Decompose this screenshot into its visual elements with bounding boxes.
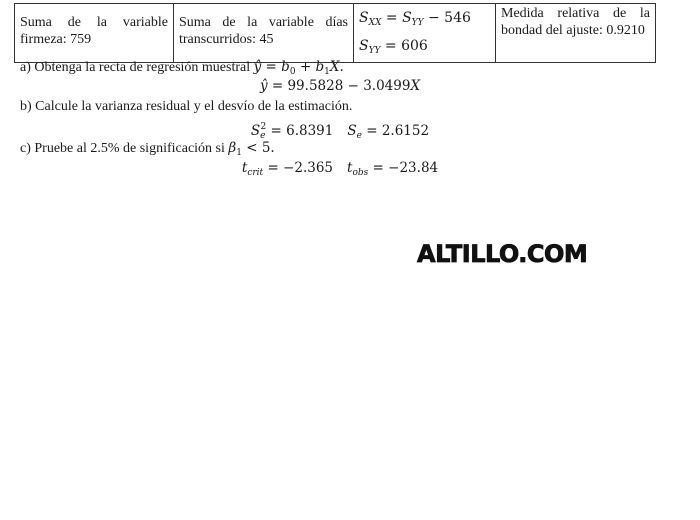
question-a-text: a) Obtenga la recta de regresión muestral [20,60,251,75]
regression-model-formula: ŷ = $b_0 + b_1X$. [253,59,344,77]
sum-dias-cell: Suma de la variable días transcurridos: 45 [174,4,354,63]
sum-firmeza-cell: Suma de la variable firmeza: 759 [15,4,174,63]
answer-c [0,159,680,182]
altillo-watermark: ALTILLO.COM [417,240,588,268]
answer-a [0,77,680,96]
std-error-answer: $S_e = 2.6152$ [347,123,430,141]
goodness-of-fit-cell: Medida relativa de la bondad del ajuste: 0.9210 [496,4,656,63]
t-critical-answer: $t_{crit} = -2.365$ [241,160,334,178]
regression-line-answer: ŷ = 99.5828 − 3.0499X [259,78,421,94]
sxx-equation: $S_{XX} = S_{YY} - 546$ [359,10,471,28]
t-observed-answer: $t_{obs} = -23.84$ [347,160,439,178]
question-b: b) Calcule la varianza residual y el desvío de la estimación. [20,99,353,114]
residual-variance-answer: $S_e^2 = 6.8391$ [250,122,334,141]
question-c-text: c) Pruebe al 2.5% de significación si [20,141,225,156]
hypothesis-formula: $\beta_1 < 5$. [228,140,275,158]
sums-of-squares-cell [354,4,496,63]
syy-equation: $S_{YY} = 606$ [359,38,428,56]
data-summary-table [14,3,656,63]
table-row [15,4,656,63]
